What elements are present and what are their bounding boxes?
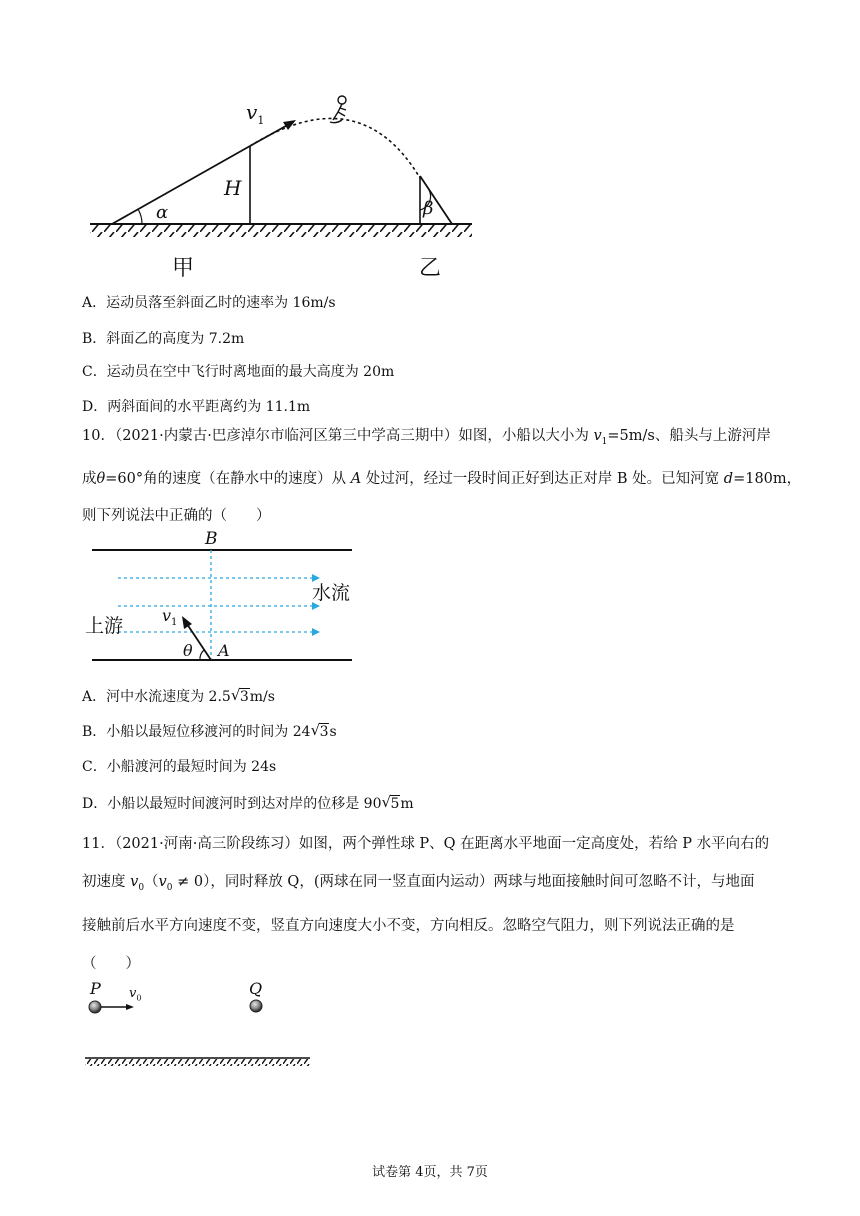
q10-option-c: C．小船渡河的最短时间为 24s [82,759,277,775]
q11-line1: 11．（2021·河南·高三阶段练习）如图，两个弹性球 P、Q 在距离水平地面一定高度处，若给 P 水平向右的 [82,836,770,852]
skier-icon [330,96,346,123]
river-label-A: A [218,641,230,660]
balls-figure [80,980,320,1070]
flow-arrows [118,578,314,632]
river-label-shuiliu: 水流 [312,582,351,604]
q9-option-d: D．两斜面间的水平距离约为 11.1m [82,399,311,415]
q10-line2: 成θ=60°角的速度（在静水中的速度）从 A 处过河，经过一段时间正好到达正对岸 B 处。已知河宽 d=180m， [82,470,802,487]
page-footer: 试卷第 4页，共 7页 [372,1165,488,1180]
river-label-theta: θ [183,641,193,660]
label-v1: $v_1$ [246,100,265,127]
q11-line4: （ ） [82,955,140,972]
label-beta: β [423,198,434,219]
q9-option-b: B．斜面乙的高度为 7.2m [82,331,245,347]
v0-arrowhead [126,1004,134,1010]
q11-line3: 接触前后水平方向速度不变，竖直方向速度大小不变，方向相反。忽略空气阻力，则下列说法正确的是 [82,917,735,934]
q10-line3: 则下列说法中正确的（ ） [82,507,271,524]
q10-line1: 10．（2021·内蒙古·巴彦淖尔市临河区第三中学高三期中）如图，小船以大小为 $v_1=5m/s$、船头与上游河岸 [82,428,771,447]
trajectory [250,118,420,178]
q11-line2: 初速度 $v_0(v_0 \ne 0)$，同时释放 Q，(两球在同一竖直面内运动）两球与地面接触时间可忽略不计，与地面 [82,874,755,893]
label-Q: Q [249,979,263,998]
ski-jump-figure [80,88,480,278]
q9-option-a: A．运动员落至斜面乙时的速率为 16m/s [82,295,336,311]
ball-P [89,1001,101,1013]
river-label-v1: $v_1$ [162,606,178,629]
label-H: H [224,176,242,200]
q11-stem [82,825,772,983]
river-label-B: B [205,529,218,549]
q10-option-a: A．河中水流速度为 2.5 √ 3m/s [82,686,275,705]
label-P: P [90,979,101,998]
q10-option-d: D．小船以最短时间渡河时到达对岸的位移是 90 √ 5m [82,793,414,812]
ball-Q [250,1000,262,1012]
q10-option-b: B．小船以最短位移渡河的时间为 24 √ 3s [82,721,337,740]
alpha-arc [138,209,142,224]
q10-stem [82,418,802,535]
label-yi: 乙 [419,256,442,281]
v1-boat-arrowhead [182,616,192,629]
label-alpha: α [156,202,169,223]
label-v0: $v_0$ [129,986,142,1003]
theta-arc [200,650,204,660]
ground-hatch [90,225,472,237]
river-label-shangyou: 上游 [85,615,124,637]
q9-option-c: C．运动员在空中飞行时离地面的最大高度为 20m [82,364,395,380]
label-jia: 甲 [172,256,195,281]
ground-hatch-2 [85,1059,310,1066]
